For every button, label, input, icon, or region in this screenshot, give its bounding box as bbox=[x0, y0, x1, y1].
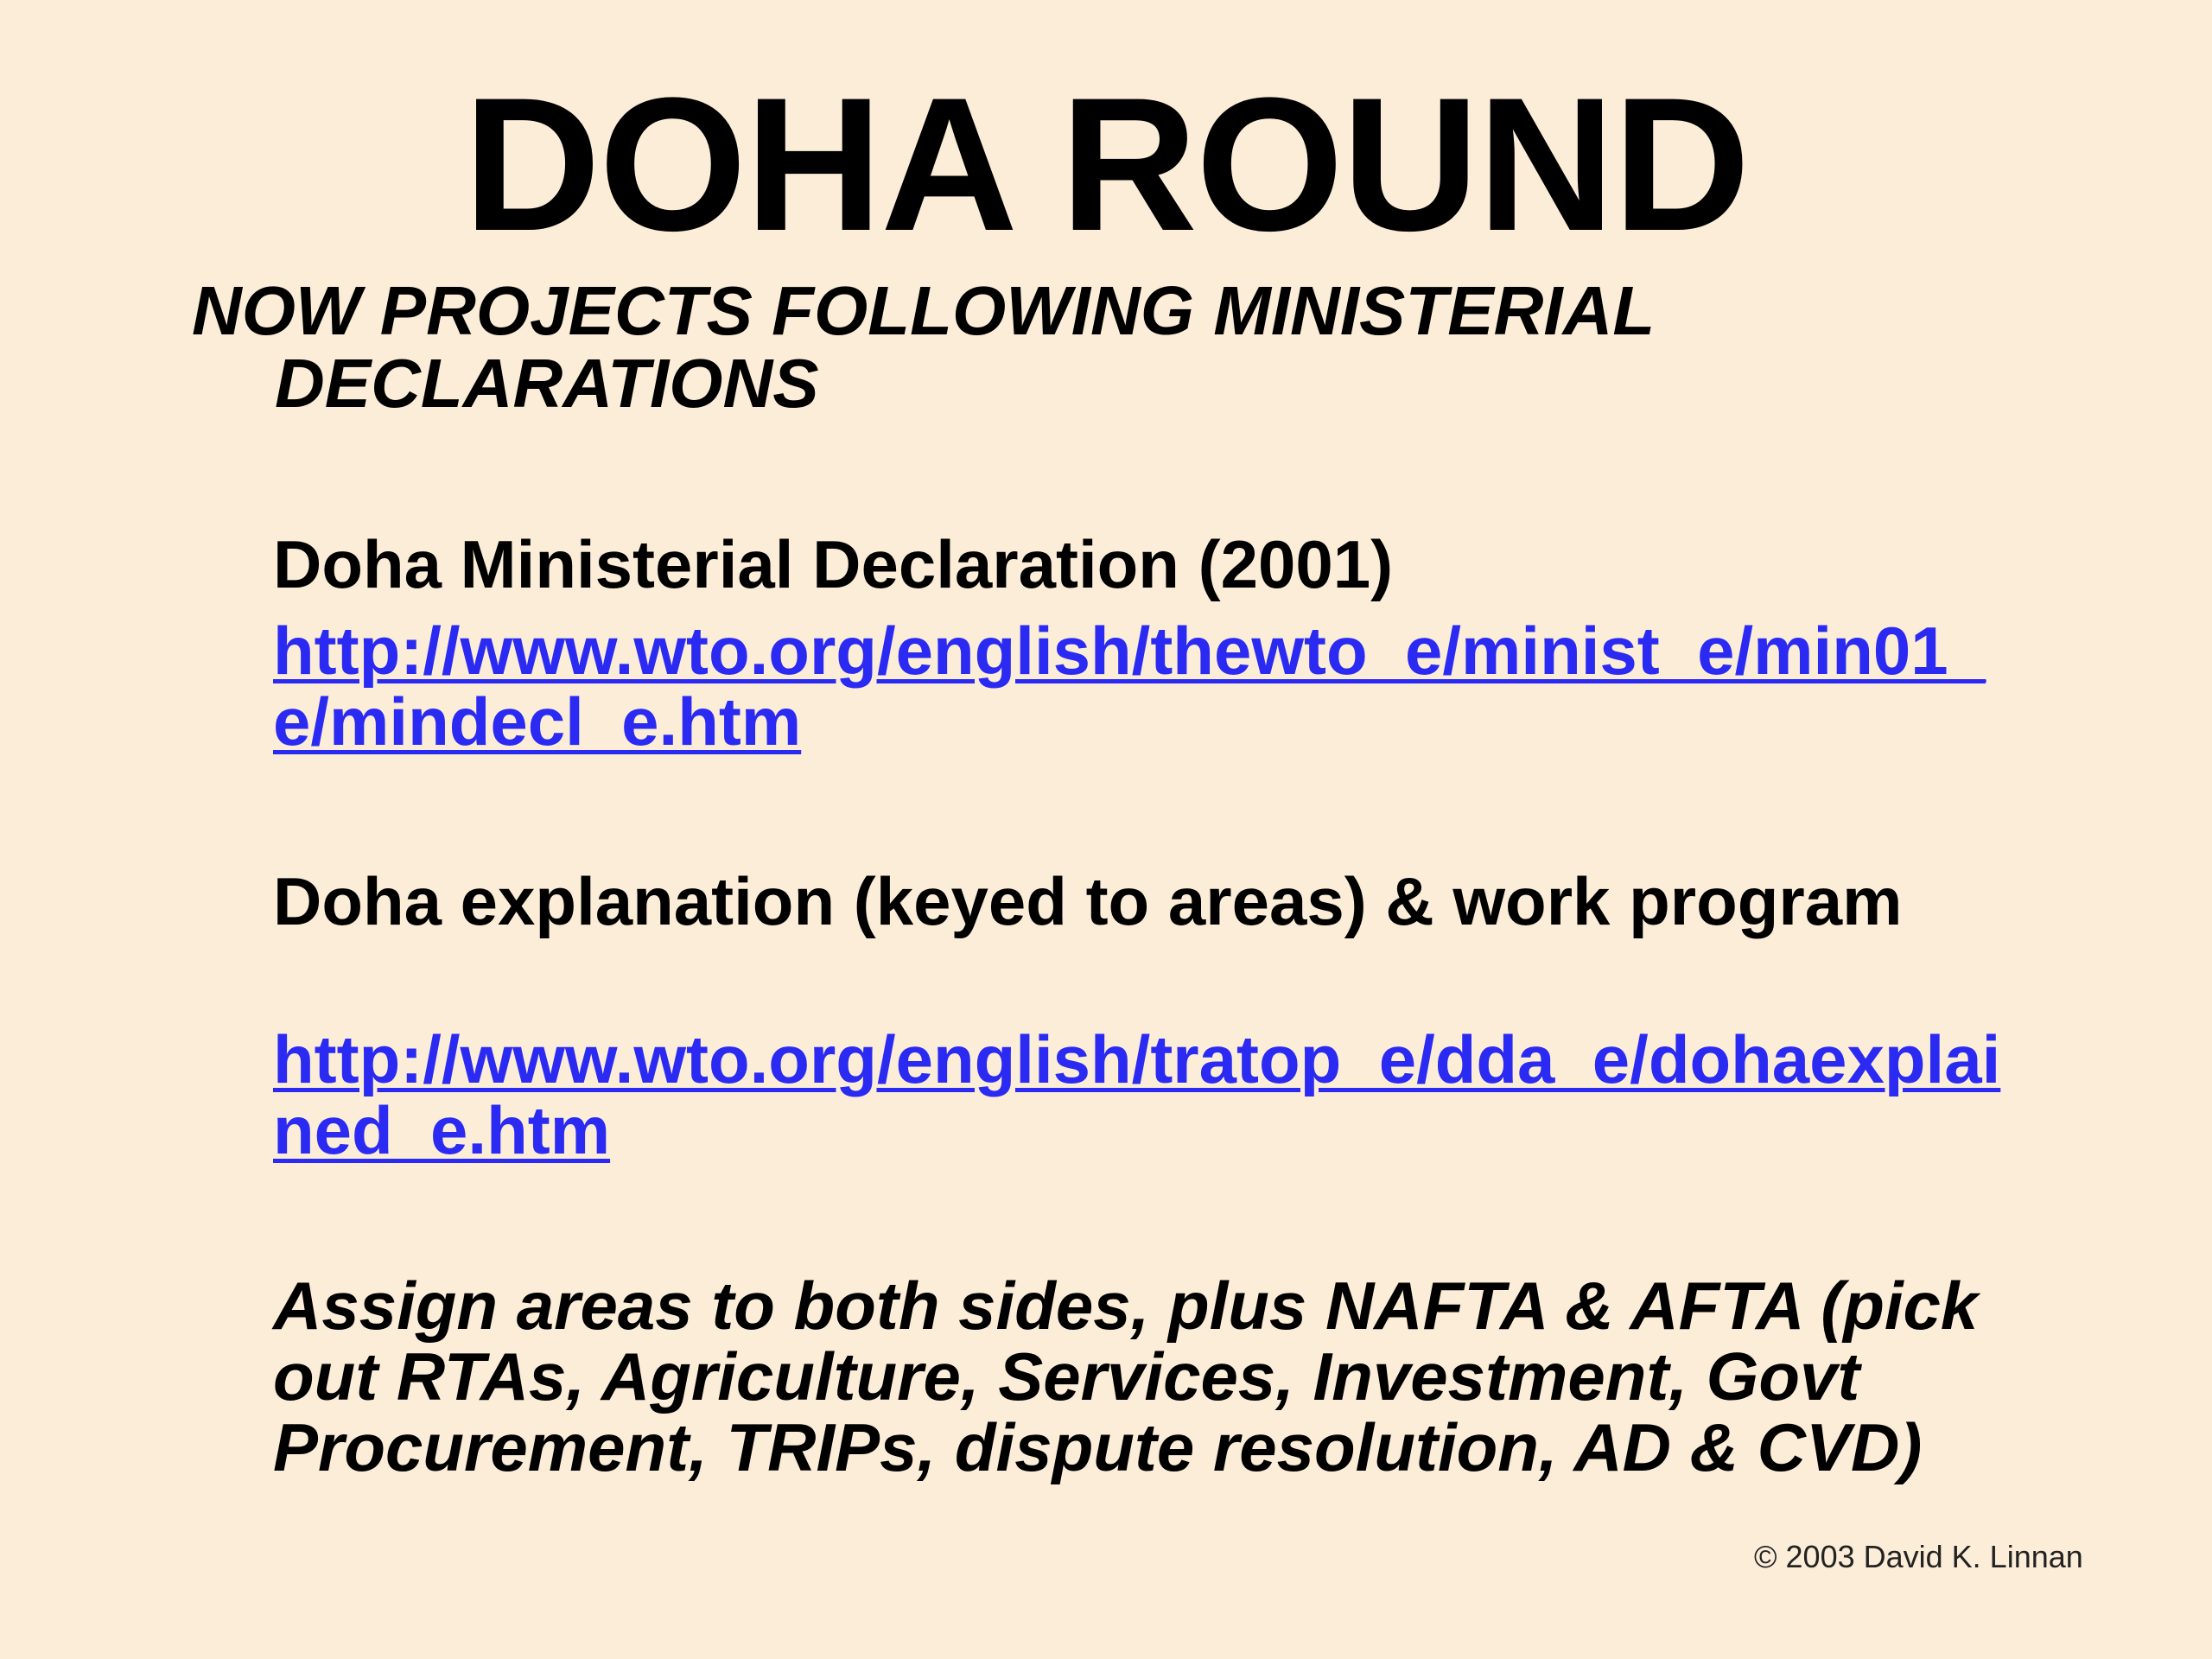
declaration-link[interactable]: http://www.wto.org/english/thewto_e/minist_e/min01_e/mindecl_e.htm bbox=[273, 613, 1986, 760]
section-heading-explanation: Doha explanation (keyed to areas) & work program bbox=[273, 863, 1903, 939]
copyright-notice: © 2003 David K. Linnan bbox=[1754, 1539, 2083, 1574]
section-heading-declaration: Doha Ministerial Declaration (2001) bbox=[273, 526, 1394, 602]
slide-subtitle: NOW PROJECTS FOLLOWING MINISTERIAL DECLARATIONS bbox=[192, 272, 1654, 422]
assignment-note: Assign areas to both sides, plus NAFTA & AFTA (pick out RTAs, Agriculture, Services, Investment, Govt Procurement, TRIPs, dispute resolution, AD & CVD) bbox=[273, 1268, 1979, 1485]
slide-title: DOHA ROUND bbox=[463, 58, 1749, 270]
explanation-link[interactable]: http://www.wto.org/english/tratop_e/dda_e/dohaexplained_e.htm bbox=[273, 1021, 2001, 1168]
